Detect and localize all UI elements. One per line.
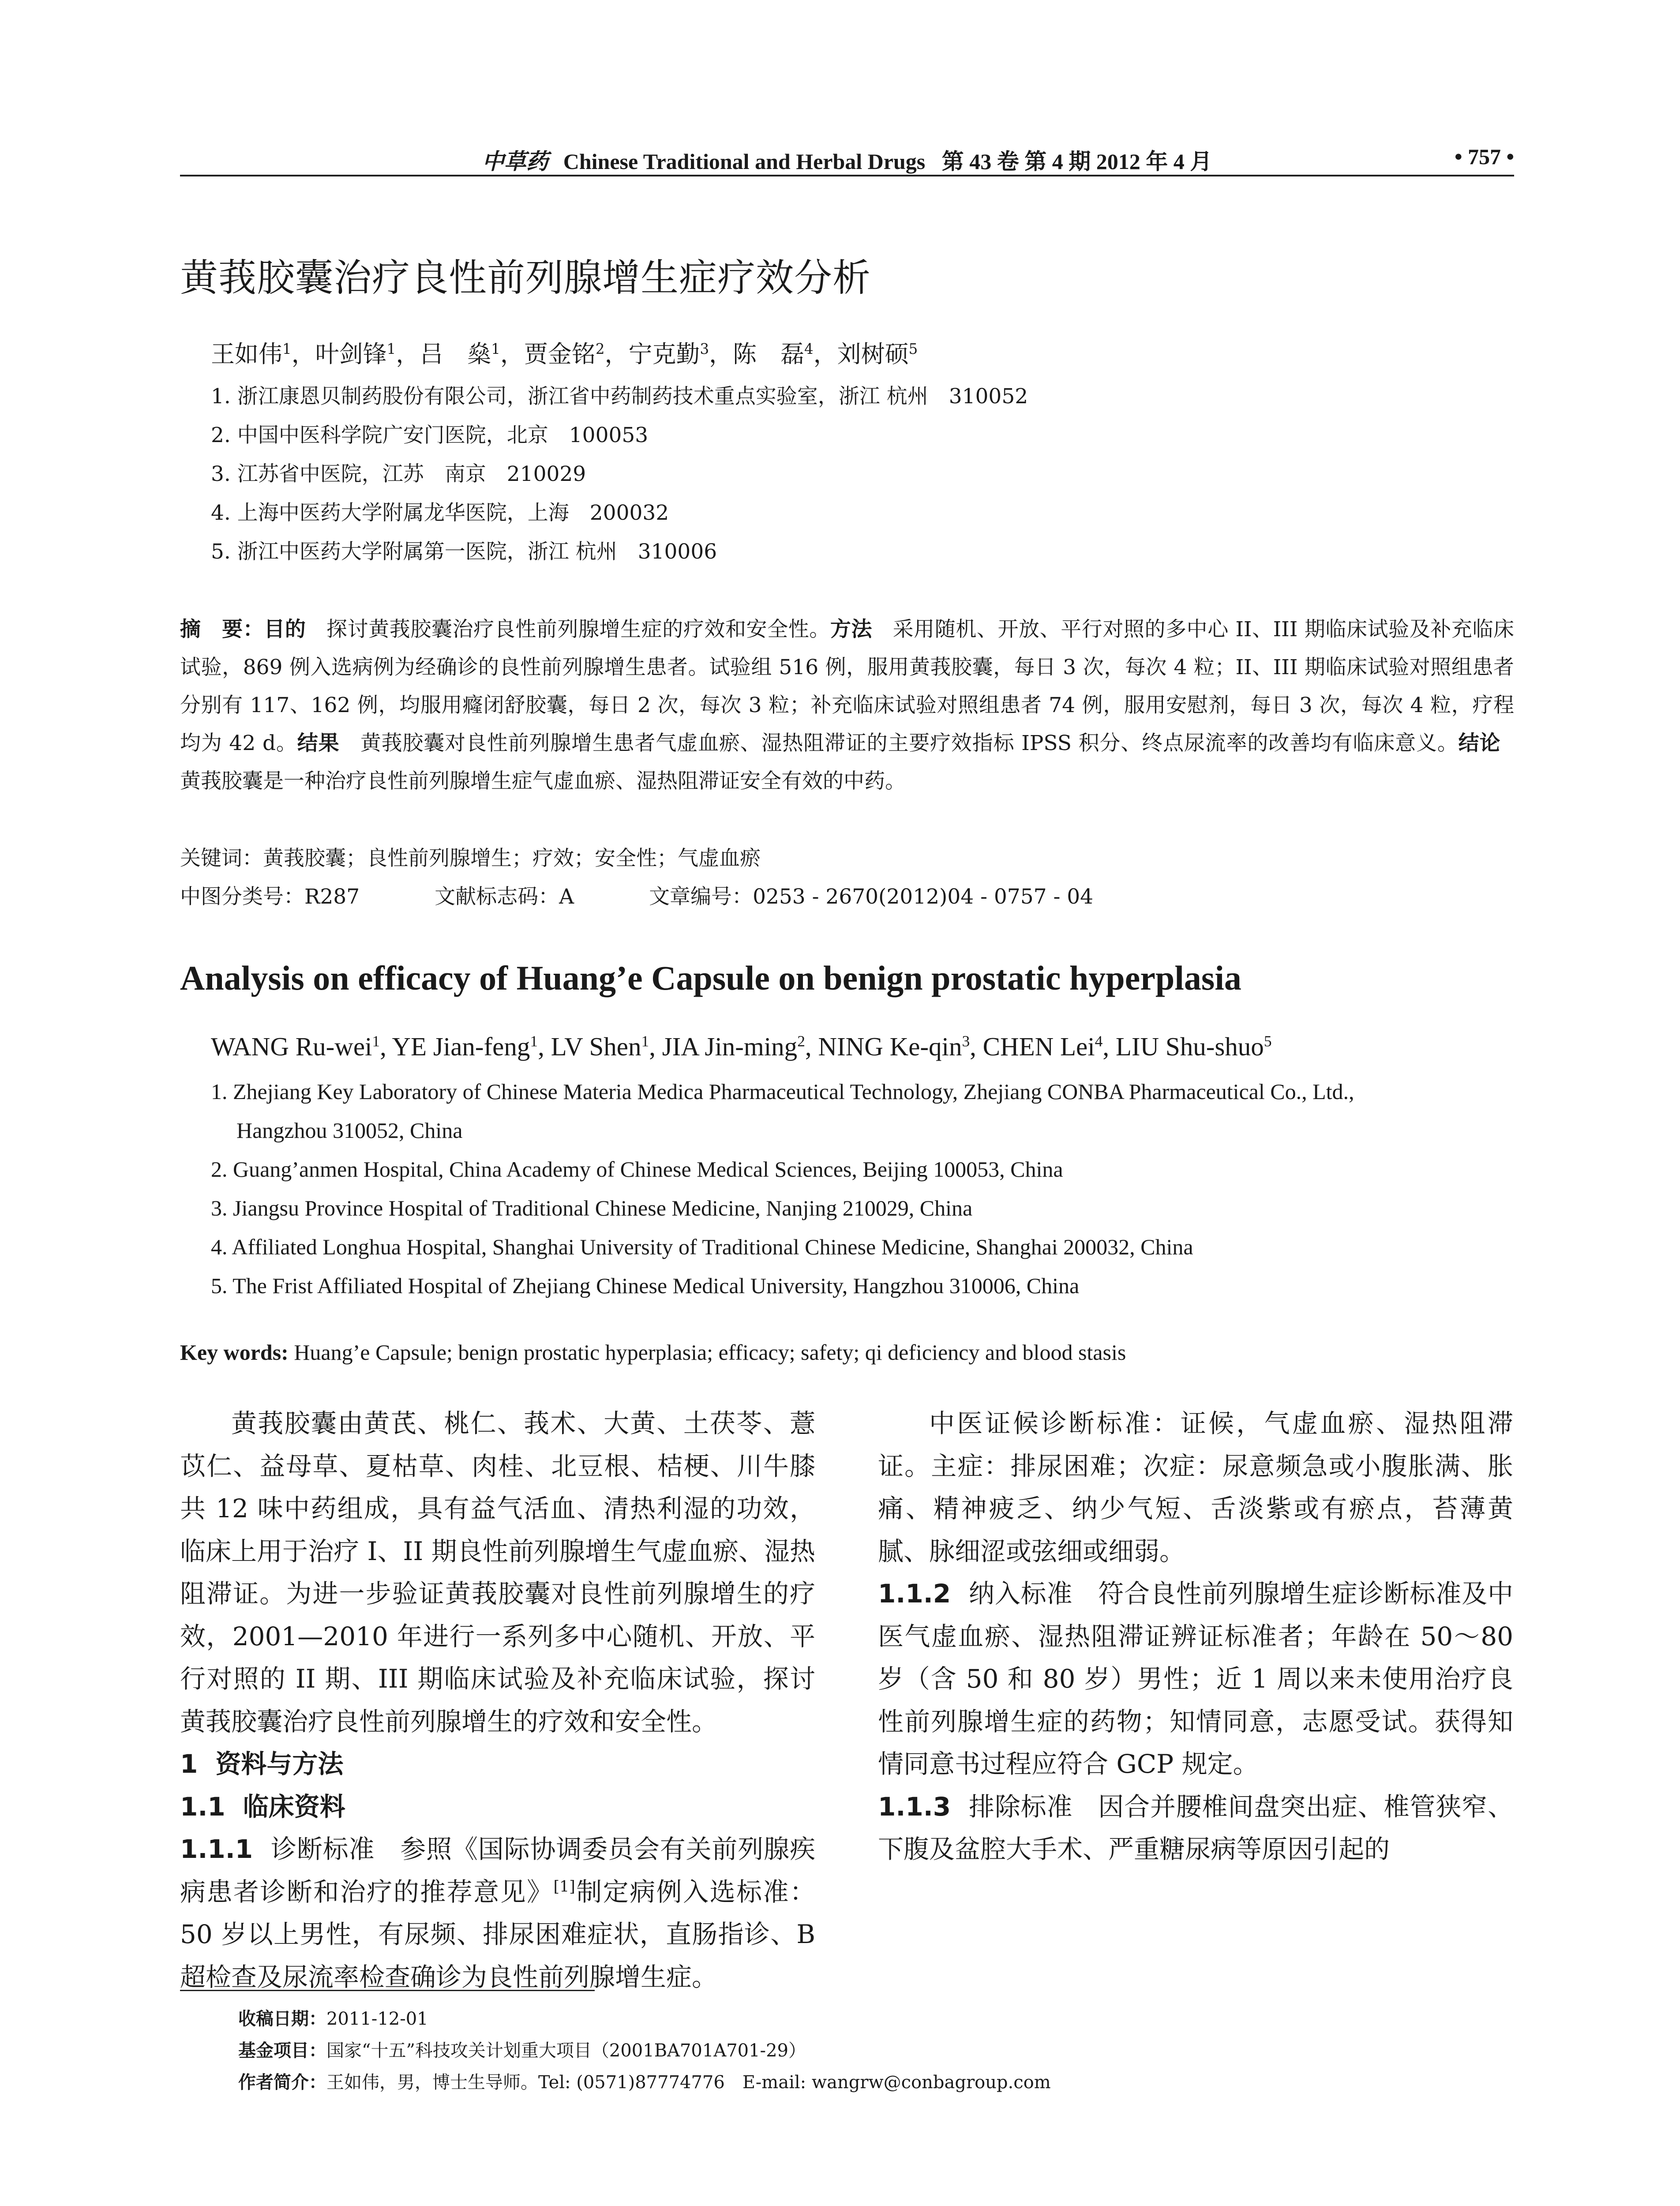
section-text: 符合良性前列腺增生症诊断标准及中医气虚血瘀、湿热阻滞证辨证标准者；年龄在 50～80 岁（含 50 和 80 岁）男性；近 1 周以来未使用治疗良性前列腺增生症的药物；知情同意，志愿受试。获得知情同意书过程应符合 GCP 规定。 bbox=[878, 1579, 1513, 1779]
author-name: YE Jian-feng bbox=[392, 1032, 530, 1061]
issue-info: 第 43 卷 第 4 期 2012 年 4 月 bbox=[941, 149, 1212, 174]
affiliation-en bbox=[211, 1189, 1512, 1227]
author-affiliation-marker: 1 bbox=[372, 1032, 380, 1050]
affiliation-en-line: 3. Jiangsu Province Hospital of Traditional Chinese Medicine, Nanjing 210029, China bbox=[211, 1196, 973, 1220]
author-affiliation-marker: 1 bbox=[641, 1032, 649, 1050]
affiliation-en bbox=[211, 1266, 1512, 1305]
affiliation-cn: 5. 浙江中医药大学附属第一医院，浙江 杭州 310006 bbox=[211, 540, 717, 564]
intro-paragraph: 黄莪胶囊由黄芪、桃仁、莪术、大黄、土茯苓、薏苡仁、益母草、夏枯草、肉桂、北豆根、桔梗、川牛膝共 12 味中药组成，具有益气活血、清热利湿的功效，临床上用于治疗 I、II 期良性前列腺增生气虚血瘀、湿热阻滞证。为进一步验证黄莪胶囊对良性前列腺增生的疗效，2001—2010 年进行一系列多中心随机、开放、平行对照的 II 期、III 期临床试验及补充临床试验，探讨黄莪胶囊治疗良性前列腺增生的疗效和安全性。 bbox=[180, 1408, 815, 1737]
author-affiliation-marker: 2 bbox=[595, 341, 605, 357]
abstract-label: 摘 要： bbox=[180, 617, 264, 642]
affiliation-en bbox=[211, 1072, 1512, 1150]
author-affiliation-marker: 1 bbox=[282, 341, 292, 357]
section-number: 1.1 bbox=[180, 1791, 225, 1822]
page-number: • 757 • bbox=[1454, 144, 1514, 169]
keywords-cn bbox=[180, 842, 761, 871]
author-affiliation-marker: 4 bbox=[804, 341, 814, 357]
section-number: 1 bbox=[180, 1749, 198, 1779]
abstract-cn bbox=[180, 611, 1514, 800]
aim-label: 目的 bbox=[264, 617, 306, 642]
affiliation-en-line: 4. Affiliated Longhua Hospital, Shanghai University of Traditional Chinese Medicine, Shanghai 200032, China bbox=[211, 1234, 1193, 1259]
author-name: 王如伟 bbox=[211, 340, 282, 368]
author-affiliation-marker: 2 bbox=[797, 1032, 805, 1050]
affiliation-en bbox=[211, 1227, 1512, 1266]
section-1-1-1 bbox=[180, 1828, 815, 1998]
affiliation-cn: 1. 浙江康恩贝制药股份有限公司，浙江省中药制药技术重点实验室，浙江 杭州 310052 bbox=[211, 384, 1028, 409]
received-label: 收稿日期： bbox=[238, 2009, 326, 2029]
body-column-right bbox=[878, 1402, 1513, 1871]
section-heading-1 bbox=[180, 1743, 815, 1786]
section-1-1-2 bbox=[878, 1572, 1513, 1786]
journal-name-cn: 中草药 bbox=[482, 148, 548, 174]
affiliation-en-line: 2. Guang’anmen Hospital, China Academy of Chinese Medical Sciences, Beijing 100053, China bbox=[211, 1157, 1063, 1182]
conclusion-text: 黄莪胶囊是一种治疗良性前列腺增生症气虚血瘀、湿热阻滞证安全有效的中药。 bbox=[180, 769, 906, 793]
section-text-cont: 制定病例入选标准：50 岁以上男性，有尿频、排尿困难症状，直肠指诊、B 超检查及尿流率检查确诊为良性前列腺增生症。 bbox=[180, 1876, 815, 1992]
section-heading-1-1 bbox=[180, 1786, 815, 1828]
author-bio-label: 作者简介： bbox=[238, 2072, 326, 2093]
affiliation-list-cn bbox=[211, 377, 1028, 571]
author-name: LV Shen bbox=[551, 1032, 641, 1061]
affiliation-cn: 4. 上海中医药大学附属龙华医院，上海 200032 bbox=[211, 501, 669, 525]
author-name: 刘树硕 bbox=[837, 340, 909, 368]
keywords-cn-label: 关键词： bbox=[180, 846, 263, 870]
fund-label: 基金项目： bbox=[238, 2041, 326, 2061]
footnote-fund bbox=[238, 2035, 1051, 2067]
author-affiliation-marker: 3 bbox=[962, 1032, 970, 1050]
section-label: 排除标准 bbox=[968, 1791, 1073, 1822]
section-title: 临床资料 bbox=[243, 1791, 345, 1822]
citation-ref: [1] bbox=[553, 1878, 575, 1896]
paper-title-cn: 黄莪胶囊治疗良性前列腺增生症疗效分析 bbox=[180, 256, 871, 300]
section-number: 1.1.2 bbox=[878, 1579, 951, 1609]
method-text: 采用随机、开放、平行对照的多中心 II、III 期临床试验及补充临床试验，869 例入选病例为经确诊的良性前列腺增生患者。试验组 516 例，服用黄莪胶囊，每日 3 次，每次 4 粒；II、III 期临床试验对照组患者分别有 117、162 例，均服用癃闭舒胶囊，每日 2 次，每次 3 粒；补充临床试验对照组患者 74 例，服用安慰剂，每日 3 次，每次 4 粒，疗程均为 42 d。 bbox=[180, 617, 1515, 755]
footnote-received bbox=[238, 2003, 1051, 2035]
clc-code: R287 bbox=[304, 885, 360, 909]
author-name: 叶剑锋 bbox=[315, 340, 387, 368]
author-name: 贾金铭 bbox=[524, 340, 596, 368]
affiliation-en-line: 1. Zhejiang Key Laboratory of Chinese Materia Medica Pharmaceutical Technology, Zhejiang CONBA Pharmaceutical Co., Ltd., bbox=[211, 1079, 1354, 1104]
doc-code: A bbox=[559, 885, 574, 909]
affiliation-cn: 2. 中国中医科学院广安门医院，北京 100053 bbox=[211, 423, 649, 447]
fund-text: 国家“十五”科技攻关计划重大项目（2001BA701A701-29） bbox=[326, 2041, 806, 2061]
author-affiliation-marker: 5 bbox=[1264, 1032, 1272, 1050]
article-number: 0253 - 2670(2012)04 - 0757 - 04 bbox=[753, 885, 1094, 909]
keywords-en-label: Key words: bbox=[180, 1340, 289, 1365]
paper-title-en: Analysis on efficacy of Huang’e Capsule on benign prostatic hyperplasia bbox=[180, 959, 1241, 997]
author-name: 吕 燊 bbox=[420, 340, 491, 368]
affiliation-en-line: 5. The Frist Affiliated Hospital of Zhejiang Chinese Medical University, Hangzhou 310006, China bbox=[211, 1273, 1080, 1298]
running-header bbox=[180, 140, 1514, 176]
footnotes bbox=[238, 2003, 1051, 2098]
section-text: 因合并腰椎间盘突出症、椎管狭窄、下腹及盆腔大手术、严重糖尿病等原因引起的 bbox=[878, 1791, 1513, 1864]
author-name: JIA Jin-ming bbox=[662, 1032, 798, 1061]
section-label: 诊断标准 bbox=[270, 1834, 375, 1864]
keywords-cn-text: 黄莪胶囊；良性前列腺增生；疗效；安全性；气虚血瘀 bbox=[263, 846, 761, 870]
section-number: 1.1.1 bbox=[180, 1834, 253, 1864]
clc-label: 中图分类号： bbox=[180, 885, 304, 909]
author-bio-text: 王如伟，男，博士生导师。Tel: (0571)87774776 E-mail: wangrw@conbagroup.com bbox=[326, 2072, 1051, 2093]
section-number: 1.1.3 bbox=[878, 1791, 951, 1822]
author-name: 宁克勤 bbox=[628, 340, 700, 368]
author-affiliation-marker: 1 bbox=[386, 341, 396, 357]
section-title: 资料与方法 bbox=[215, 1749, 344, 1779]
journal-name-en: Chinese Traditional and Herbal Drugs bbox=[563, 149, 926, 174]
author-affiliation-marker: 3 bbox=[700, 341, 709, 357]
conclusion-label: 结论 bbox=[1458, 731, 1501, 755]
body-column-left bbox=[180, 1402, 815, 1998]
author-name: LIU Shu-shuo bbox=[1115, 1032, 1264, 1061]
header-journal-line bbox=[180, 144, 1514, 176]
result-text: 黄莪胶囊对良性前列腺增生患者气虚血瘀、湿热阻滞证的主要疗效指标 IPSS 积分、终点尿流率的改善均有临床意义。 bbox=[360, 731, 1459, 755]
keywords-en bbox=[180, 1339, 1126, 1365]
affiliation-list-en bbox=[211, 1072, 1512, 1305]
article-number-label: 文章编号： bbox=[649, 885, 753, 909]
author-affiliation-marker: 1 bbox=[491, 341, 500, 357]
tcm-criteria-paragraph: 中医证候诊断标准：证候，气虚血瘀、湿热阻滞证。主症：排尿困难；次症：尿意频急或小腹胀满、胀痛、精神疲乏、纳少气短、舌淡紫或有瘀点，苔薄黄腻、脉细涩或弦细或细弱。 bbox=[878, 1408, 1513, 1566]
result-label: 结果 bbox=[297, 731, 340, 755]
method-label: 方法 bbox=[830, 617, 873, 642]
affiliation-en bbox=[211, 1150, 1512, 1189]
author-affiliation-marker: 1 bbox=[530, 1032, 538, 1050]
doc-code-label: 文献标志码： bbox=[435, 885, 559, 909]
footnote-author bbox=[238, 2067, 1051, 2098]
author-list-cn: 王如伟$^1$，叶剑锋$^1$，吕 燊$^1$，贾金铭$^2$，宁克勤$^3$，陈 磊$^4$，刘树硕$^5$ bbox=[211, 340, 918, 368]
aim-text: 探讨黄莪胶囊治疗良性前列腺增生症的疗效和安全性。 bbox=[326, 617, 830, 642]
author-name: CHEN Lei bbox=[982, 1032, 1095, 1061]
classification-line bbox=[180, 880, 1093, 910]
received-date: 2011-12-01 bbox=[326, 2009, 428, 2029]
author-name: 陈 磊 bbox=[733, 340, 805, 368]
affiliation-cn: 3. 江苏省中医院，江苏 南京 210029 bbox=[211, 462, 586, 486]
author-name: WANG Ru-wei bbox=[211, 1032, 372, 1061]
section-1-1-3 bbox=[878, 1786, 1513, 1871]
section-text: 参照《国际协调委员会有关前列腺疾病患者诊断和治疗的推荐意见》 bbox=[180, 1834, 815, 1907]
author-list-en: WANG Ru-wei$^1$, YE Jian-feng$^1$, LV Shen$^1$, JIA Jin-ming$^2$, NING Ke-qin$^3$, CHEN Lei$^4$, LIU Shu-shuo$^5$ bbox=[211, 1032, 1272, 1061]
footnote-rule bbox=[180, 1990, 595, 1991]
author-affiliation-marker: 4 bbox=[1095, 1032, 1103, 1050]
keywords-en-text: Huang’e Capsule; benign prostatic hyperplasia; efficacy; safety; qi deficiency and blood stasis bbox=[294, 1340, 1126, 1365]
author-affiliation-marker: 5 bbox=[908, 341, 918, 357]
author-name: NING Ke-qin bbox=[818, 1032, 962, 1061]
section-label: 纳入标准 bbox=[968, 1579, 1073, 1609]
header-rule bbox=[180, 175, 1514, 176]
affiliation-en-cont: Hangzhou 310052, China bbox=[236, 1118, 463, 1143]
